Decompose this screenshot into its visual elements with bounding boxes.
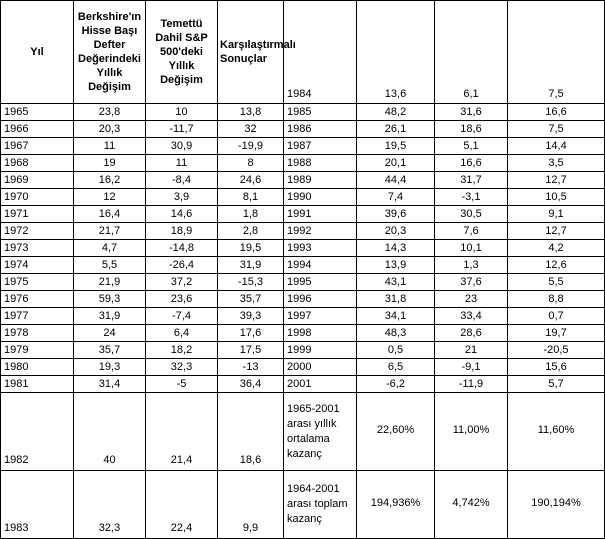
summary-2-label: 1964-2001 arası toplam kazanç xyxy=(284,471,357,539)
cell-year-right: 1985 xyxy=(284,104,357,121)
cell-berkshire-right: 14,3 xyxy=(357,240,435,257)
summary-1-sp500: 21,4 xyxy=(146,393,218,471)
cell-year-right: 1997 xyxy=(284,308,357,325)
table-row xyxy=(1,155,605,172)
cell-berkshire: 21,9 xyxy=(74,274,146,291)
cell-berkshire-right: 31,8 xyxy=(357,291,435,308)
cell-year-right: 1993 xyxy=(284,240,357,257)
cell-karsilastirma: 17,5 xyxy=(218,342,284,359)
header-karsilastirma: Karşılaştırmalı Sonuçlar xyxy=(218,1,284,104)
table-row xyxy=(1,274,605,291)
cell-karsilastirma-right: 4,2 xyxy=(508,240,605,257)
cell-berkshire: 11 xyxy=(74,138,146,155)
cell-sp500: 37,2 xyxy=(146,274,218,291)
cell-year: 1978 xyxy=(1,325,74,342)
cell-karsilastirma: 19,5 xyxy=(218,240,284,257)
cell-sp500-right: 23 xyxy=(435,291,508,308)
cell-berkshire: 24 xyxy=(74,325,146,342)
cell-year: 1971 xyxy=(1,206,74,223)
cell-karsilastirma: 36,4 xyxy=(218,376,284,393)
cell-year: 1981 xyxy=(1,376,74,393)
cell-karsilastirma: 35,7 xyxy=(218,291,284,308)
cell-sp500: 14,6 xyxy=(146,206,218,223)
cell-karsilastirma: 32 xyxy=(218,121,284,138)
cell-sp500: 23,6 xyxy=(146,291,218,308)
cell-sp500-right: 1,3 xyxy=(435,257,508,274)
cell-year: 1974 xyxy=(1,257,74,274)
summary-1-value-sp500: 11,00% xyxy=(435,393,508,471)
cell-karsilastirma: 2,8 xyxy=(218,223,284,240)
table-row xyxy=(1,104,605,121)
table-row xyxy=(1,240,605,257)
header-right-year: 1984 xyxy=(284,1,357,104)
cell-year-right: 1995 xyxy=(284,274,357,291)
header-berkshire: Berkshire'ın Hisse Başı Defter Değerindeki Yıllık Değişim xyxy=(74,1,146,104)
cell-karsilastirma: 24,6 xyxy=(218,172,284,189)
table-row xyxy=(1,138,605,155)
cell-karsilastirma: -19,9 xyxy=(218,138,284,155)
summary-1-value-karsilastirma: 11,60% xyxy=(508,393,605,471)
cell-sp500-right: 33,4 xyxy=(435,308,508,325)
cell-sp500-right: 28,6 xyxy=(435,325,508,342)
cell-karsilastirma-right: 15,6 xyxy=(508,359,605,376)
cell-berkshire-right: 19,5 xyxy=(357,138,435,155)
header-right-berkshire: 13,6 xyxy=(357,1,435,104)
cell-sp500-right: -11,9 xyxy=(435,376,508,393)
cell-sp500: 32,3 xyxy=(146,359,218,376)
table-row xyxy=(1,223,605,240)
summary-1-label: 1965-2001 arası yıllık ortalama kazanç xyxy=(284,393,357,471)
cell-karsilastirma-right: 10,5 xyxy=(508,189,605,206)
cell-karsilastirma-right: 0,7 xyxy=(508,308,605,325)
cell-berkshire: 19 xyxy=(74,155,146,172)
summary-2-value-karsilastirma: 190,194% xyxy=(508,471,605,539)
cell-sp500-right: 31,6 xyxy=(435,104,508,121)
cell-sp500-right: -3,1 xyxy=(435,189,508,206)
cell-sp500-right: 37,6 xyxy=(435,274,508,291)
cell-berkshire-right: 26,1 xyxy=(357,121,435,138)
cell-karsilastirma-right: 8,8 xyxy=(508,291,605,308)
cell-berkshire: 20,3 xyxy=(74,121,146,138)
cell-sp500: -7,4 xyxy=(146,308,218,325)
cell-year-right: 1989 xyxy=(284,172,357,189)
cell-berkshire: 16,4 xyxy=(74,206,146,223)
cell-year-right: 1994 xyxy=(284,257,357,274)
summary-2-karsilastirma: 9,9 xyxy=(218,471,284,539)
cell-berkshire: 59,3 xyxy=(74,291,146,308)
cell-sp500-right: 10,1 xyxy=(435,240,508,257)
summary-1-year: 1982 xyxy=(1,393,74,471)
cell-karsilastirma-right: 7,5 xyxy=(508,121,605,138)
header-right-sp500: 6,1 xyxy=(435,1,508,104)
cell-karsilastirma: 13,8 xyxy=(218,104,284,121)
cell-sp500-right: 18,6 xyxy=(435,121,508,138)
table-row xyxy=(1,291,605,308)
table-row xyxy=(1,189,605,206)
header-right-karsilastirma: 7,5 xyxy=(508,1,605,104)
cell-year-right: 1990 xyxy=(284,189,357,206)
cell-berkshire: 31,9 xyxy=(74,308,146,325)
cell-year-right: 1987 xyxy=(284,138,357,155)
table-row xyxy=(1,121,605,138)
cell-sp500: 6,4 xyxy=(146,325,218,342)
cell-sp500: 18,2 xyxy=(146,342,218,359)
cell-berkshire-right: 7,4 xyxy=(357,189,435,206)
cell-berkshire-right: 43,1 xyxy=(357,274,435,291)
cell-karsilastirma-right: 12,6 xyxy=(508,257,605,274)
cell-sp500-right: 21 xyxy=(435,342,508,359)
table-row xyxy=(1,376,605,393)
table-row xyxy=(1,308,605,325)
cell-year: 1966 xyxy=(1,121,74,138)
cell-karsilastirma: 8 xyxy=(218,155,284,172)
cell-sp500: 30,9 xyxy=(146,138,218,155)
cell-karsilastirma: 1,8 xyxy=(218,206,284,223)
cell-karsilastirma: 8,1 xyxy=(218,189,284,206)
summary-2-year: 1983 xyxy=(1,471,74,539)
cell-year-right: 1988 xyxy=(284,155,357,172)
cell-year: 1976 xyxy=(1,291,74,308)
cell-berkshire-right: 39,6 xyxy=(357,206,435,223)
summary-1-berkshire: 40 xyxy=(74,393,146,471)
table-row xyxy=(1,206,605,223)
cell-karsilastirma: 17,6 xyxy=(218,325,284,342)
cell-karsilastirma-right: 16,6 xyxy=(508,104,605,121)
cell-year-right: 1998 xyxy=(284,325,357,342)
summary-1-value-berkshire: 22,60% xyxy=(357,393,435,471)
cell-karsilastirma-right: 12,7 xyxy=(508,223,605,240)
cell-sp500: -5 xyxy=(146,376,218,393)
cell-year: 1977 xyxy=(1,308,74,325)
cell-berkshire: 4,7 xyxy=(74,240,146,257)
cell-karsilastirma-right: 5,5 xyxy=(508,274,605,291)
table-row xyxy=(1,172,605,189)
cell-karsilastirma-right: 3,5 xyxy=(508,155,605,172)
summary-2-sp500: 22,4 xyxy=(146,471,218,539)
cell-year-right: 1992 xyxy=(284,223,357,240)
cell-sp500: 18,9 xyxy=(146,223,218,240)
cell-sp500-right: 30,5 xyxy=(435,206,508,223)
cell-year-right: 1986 xyxy=(284,121,357,138)
cell-berkshire-right: 20,1 xyxy=(357,155,435,172)
cell-sp500: 10 xyxy=(146,104,218,121)
cell-berkshire: 19,3 xyxy=(74,359,146,376)
cell-year-right: 2000 xyxy=(284,359,357,376)
header-sp500: Temettü Dahil S&P 500'deki Yıllık Değişim xyxy=(146,1,218,104)
cell-sp500-right: 16,6 xyxy=(435,155,508,172)
cell-berkshire: 31,4 xyxy=(74,376,146,393)
cell-sp500-right: 31,7 xyxy=(435,172,508,189)
cell-berkshire-right: 48,2 xyxy=(357,104,435,121)
cell-sp500: -14,8 xyxy=(146,240,218,257)
cell-berkshire-right: -6,2 xyxy=(357,376,435,393)
cell-year: 1972 xyxy=(1,223,74,240)
cell-sp500: -26,4 xyxy=(146,257,218,274)
table-row xyxy=(1,342,605,359)
cell-year: 1973 xyxy=(1,240,74,257)
cell-karsilastirma: -15,3 xyxy=(218,274,284,291)
cell-sp500: -11,7 xyxy=(146,121,218,138)
cell-berkshire-right: 44,4 xyxy=(357,172,435,189)
header-yil: Yıl xyxy=(1,1,74,104)
cell-berkshire: 23,8 xyxy=(74,104,146,121)
cell-year: 1965 xyxy=(1,104,74,121)
cell-year: 1967 xyxy=(1,138,74,155)
cell-berkshire: 16,2 xyxy=(74,172,146,189)
cell-karsilastirma-right: 12,7 xyxy=(508,172,605,189)
cell-year: 1980 xyxy=(1,359,74,376)
summary-2-berkshire: 32,3 xyxy=(74,471,146,539)
cell-sp500: 11 xyxy=(146,155,218,172)
cell-sp500: -8,4 xyxy=(146,172,218,189)
cell-berkshire-right: 13,9 xyxy=(357,257,435,274)
cell-berkshire-right: 20,3 xyxy=(357,223,435,240)
cell-karsilastirma-right: 5,7 xyxy=(508,376,605,393)
cell-berkshire-right: 48,3 xyxy=(357,325,435,342)
cell-year-right: 1996 xyxy=(284,291,357,308)
cell-karsilastirma: 39,3 xyxy=(218,308,284,325)
cell-berkshire: 5,5 xyxy=(74,257,146,274)
table-row xyxy=(1,359,605,376)
cell-year: 1979 xyxy=(1,342,74,359)
cell-year: 1970 xyxy=(1,189,74,206)
cell-karsilastirma: -13 xyxy=(218,359,284,376)
cell-berkshire: 35,7 xyxy=(74,342,146,359)
summary-2-value-berkshire: 194,936% xyxy=(357,471,435,539)
cell-karsilastirma: 31,9 xyxy=(218,257,284,274)
cell-sp500-right: 5,1 xyxy=(435,138,508,155)
cell-sp500: 3,9 xyxy=(146,189,218,206)
cell-berkshire-right: 0,5 xyxy=(357,342,435,359)
cell-karsilastirma-right: 14,4 xyxy=(508,138,605,155)
cell-karsilastirma-right: -20,5 xyxy=(508,342,605,359)
summary-1-karsilastirma: 18,6 xyxy=(218,393,284,471)
cell-berkshire-right: 6,5 xyxy=(357,359,435,376)
cell-year-right: 1991 xyxy=(284,206,357,223)
table-row xyxy=(1,325,605,342)
cell-year: 1975 xyxy=(1,274,74,291)
summary-2-value-sp500: 4,742% xyxy=(435,471,508,539)
cell-year-right: 2001 xyxy=(284,376,357,393)
cell-karsilastirma-right: 19,7 xyxy=(508,325,605,342)
cell-year: 1969 xyxy=(1,172,74,189)
cell-sp500-right: -9,1 xyxy=(435,359,508,376)
cell-berkshire-right: 34,1 xyxy=(357,308,435,325)
cell-berkshire: 12 xyxy=(74,189,146,206)
cell-karsilastirma-right: 9,1 xyxy=(508,206,605,223)
cell-year: 1968 xyxy=(1,155,74,172)
table-row xyxy=(1,257,605,274)
cell-berkshire: 21,7 xyxy=(74,223,146,240)
cell-year-right: 1999 xyxy=(284,342,357,359)
cell-sp500-right: 7,6 xyxy=(435,223,508,240)
